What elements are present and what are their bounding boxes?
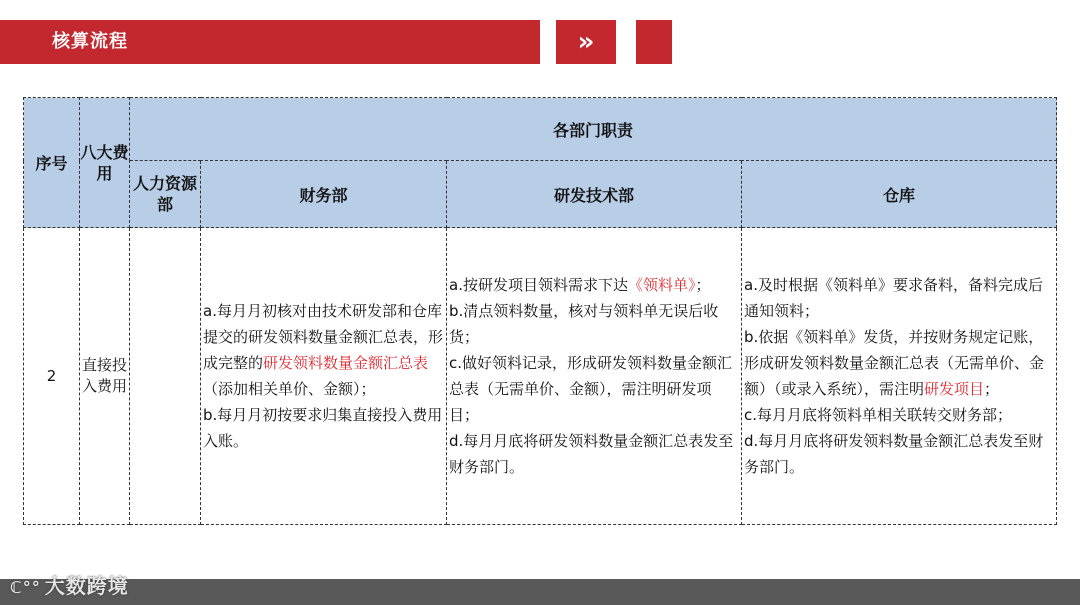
warehouse-item-c: c.每月月底将领料单相关联转交财务部； (744, 406, 1013, 424)
finance-item-b: b.每月月初按要求归集直接投入费用入账。 (203, 406, 443, 450)
row-category (80, 228, 130, 525)
rd-a-suffix: ； (695, 276, 711, 294)
row-seq: 2 (24, 228, 80, 525)
finance-duties (201, 298, 446, 454)
finance-item-a (203, 298, 444, 402)
rd-item-c: c.做好领料记录，形成研发领料数量金额汇总表（无需单价、金额），需注明研发项目； (449, 354, 733, 424)
finance-a-text: a.每月月初核对由技术研发部和仓库提交的研发领料数量金额汇总表，形成完整的 (203, 302, 444, 372)
accent-square (636, 20, 672, 64)
warehouse-duties (742, 272, 1056, 480)
header-category: 八大费用 (80, 98, 130, 228)
title-bar (0, 20, 540, 64)
header-departments: 各部门职责 (130, 98, 1057, 161)
row-finance (201, 228, 447, 525)
rd-a-text: a.按研发项目领料需求下达 (449, 276, 628, 294)
rd-item-a (449, 272, 739, 298)
header-hr: 人力资源部 (130, 161, 201, 228)
rd-item-d: d.每月月底将研发领料数量金额汇总表发至财务部门。 (449, 432, 734, 476)
page-title: 核算流程 (52, 31, 128, 52)
header-warehouse: 仓库 (742, 161, 1057, 228)
header-seq: 序号 (24, 98, 80, 228)
warehouse-b-highlight: 研发项目 (924, 380, 985, 398)
accounting-flow-table (23, 97, 1057, 525)
header-rd: 研发技术部 (447, 161, 742, 228)
row-warehouse (742, 228, 1057, 525)
warehouse-b-text: b.依据《领料单》发货，并按财务规定记账，形成研发领料数量金额汇总表（无需单价、金额）（或录入系统），需注明 (744, 328, 1045, 398)
row-category-text: 直接投入费用 (82, 356, 128, 395)
table-row (24, 228, 1057, 525)
finance-a-highlight: 研发领料数量金额汇总表 (263, 354, 429, 372)
rd-item-b: b.清点领料数量，核对与领料单无误后收货； (449, 302, 719, 346)
watermark (10, 570, 129, 599)
footer-bar (0, 579, 1080, 605)
watermark-logo-icon: ℂ°° (10, 578, 41, 597)
double-arrow-icon: » (556, 20, 616, 64)
rd-a-highlight: 《领料单》 (627, 276, 696, 294)
watermark-text: 大数跨境 (44, 574, 129, 598)
warehouse-item-b (744, 324, 1054, 402)
warehouse-item-a: a.及时根据《领料单》要求备料，备料完成后通知领料； (744, 276, 1043, 320)
finance-a-suffix: （添加相关单价、金额）； (203, 380, 376, 398)
row-hr (130, 228, 201, 525)
header-finance: 财务部 (201, 161, 447, 228)
warehouse-item-d: d.每月月底将研发领料数量金额汇总表发至财务部门。 (744, 432, 1044, 476)
row-rd (447, 228, 742, 525)
rd-duties (447, 272, 741, 480)
warehouse-b-suffix: ； (984, 380, 1000, 398)
